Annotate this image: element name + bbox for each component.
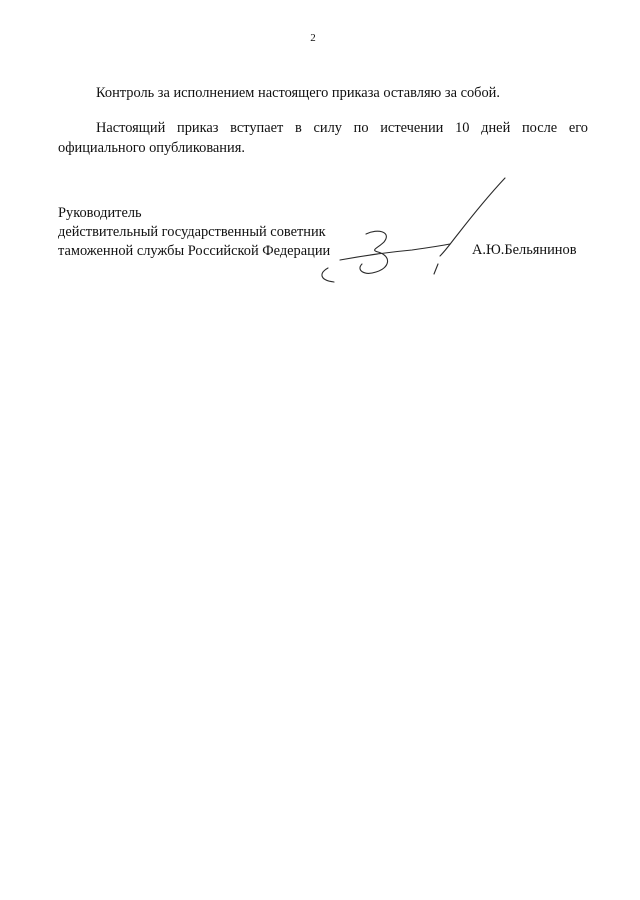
signatory-position-line-3: таможенной службы Российской Федерации (58, 243, 331, 259)
signatory-position-block (58, 204, 330, 261)
page-number: 2 (310, 32, 316, 44)
signatory-position-line-2: действительный государственный советник (58, 224, 326, 240)
paragraph-effective-date: Настоящий приказ вступает в силу по истечении 10 дней после его официального опубликования. (58, 120, 588, 156)
paragraph-control: Контроль за исполнением настоящего приказа оставляю за собой. (96, 85, 500, 101)
handwritten-signature (300, 172, 520, 284)
signatory-position-line-1: Руководитель (58, 205, 142, 221)
signatory-name: А.Ю.Бельянинов (472, 242, 577, 258)
